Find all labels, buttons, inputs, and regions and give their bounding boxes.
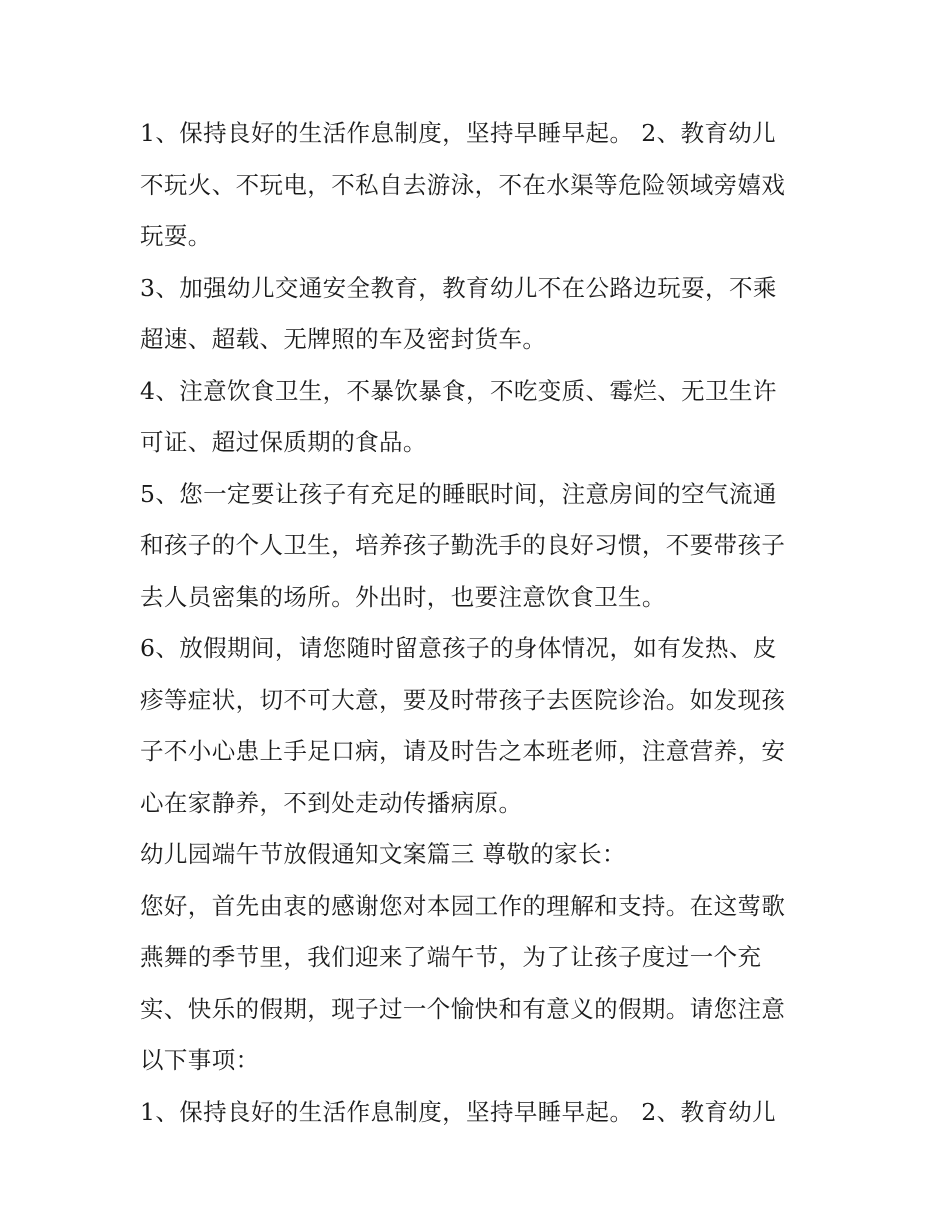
section-heading-line: 幼儿园端午节放假通知文案篇三 尊敬的家长： <box>140 840 626 868</box>
text-line: 1、保持良好的生活作息制度，坚持早睡早起。 2、教育幼儿 <box>140 1097 777 1126</box>
text-line: 不玩火、不玩电，不私自去游泳，不在水渠等危险领域旁嬉戏 <box>140 170 786 199</box>
text-line: 超速、超载、无牌照的车及密封货车。 <box>140 325 547 353</box>
text-line: 您好，首先由衷的感谢您对本园工作的理解和支持。在这莺歌 <box>140 891 786 920</box>
text-line: 4、注意饮食卫生，不暴饮暴食，不吃变质、霉烂、无卫生许 <box>140 376 777 405</box>
text-line: 5、您一定要让孩子有充足的睡眠时间，注意房间的空气流通 <box>140 479 777 508</box>
text-line: 燕舞的季节里，我们迎来了端午节，为了让孩子度过一个充 <box>140 943 762 971</box>
text-line: 1、保持良好的生活作息制度，坚持早睡早起。 2、教育幼儿 <box>140 119 777 147</box>
document-body <box>140 108 830 1138</box>
text-line: 子不小心患上手足口病，请及时告之本班老师，注意营养，安 <box>140 737 786 765</box>
text-line: 6、放假期间，请您随时留意孩子的身体情况，如有发热、皮 <box>140 634 777 662</box>
text-line: 3、加强幼儿交通安全教育，教育幼儿不在公路边玩耍，不乘 <box>140 273 777 302</box>
text-line: 疹等症状，切不可大意，要及时带孩子去医院诊治。如发现孩 <box>140 685 786 714</box>
text-line: 以下事项： <box>140 1046 260 1074</box>
text-line: 玩耍。 <box>140 222 212 250</box>
text-line: 可证、超过保质期的食品。 <box>140 428 427 456</box>
text-line: 心在家静养，不到处走动传播病原。 <box>140 788 523 817</box>
text-line: 实、快乐的假期，现子过一个愉快和有意义的假期。请您注意 <box>140 994 786 1023</box>
text-line: 和孩子的个人卫生，培养孩子勤洗手的良好习惯，不要带孩子 <box>140 531 786 559</box>
text-line: 去人员密集的场所。外出时，也要注意饮食卫生。 <box>140 582 666 611</box>
